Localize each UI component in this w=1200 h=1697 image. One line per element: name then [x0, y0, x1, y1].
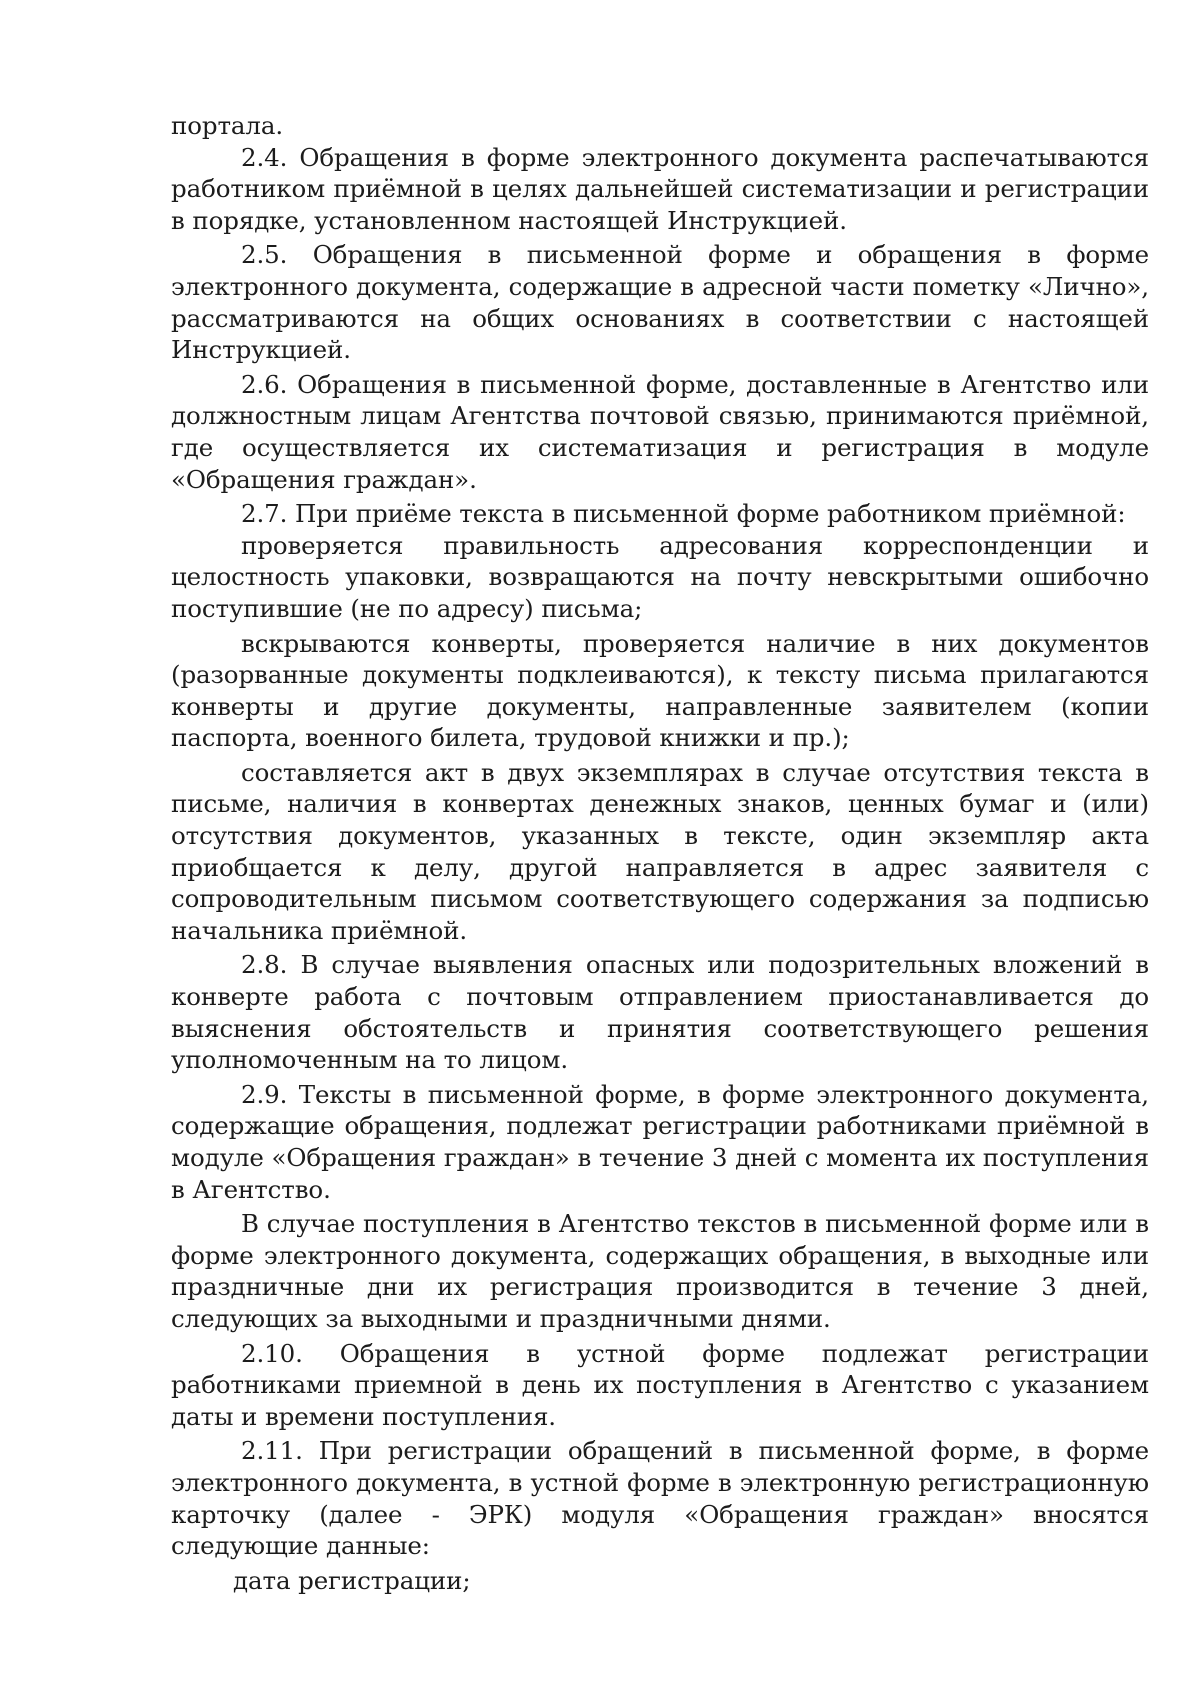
paragraph-continuation: портала.	[171, 111, 284, 140]
paragraph-2-10: 2.10. Обращения в устной форме подлежат регистрации работниками приемной в день их поступления в Агентство с указанием даты и времени поступления.	[171, 1338, 1149, 1431]
paragraph-2-11: 2.11. При регистрации обращений в письменной форме, в форме электронного документа, в устной форме в электронную регистрационную карточку (далее - ЭРК) модуля «Обращения граждан» вносятся следующие данные:	[171, 1436, 1149, 1561]
paragraph-2-9: 2.9. Тексты в письменной форме, в форме электронного документа, содержащие обращения, подлежат регистрации работниками приёмной в модуле «Обращения граждан» в течение 3 дней с момента их поступления в Агентство.	[171, 1079, 1149, 1204]
paragraph-2-7-item-1: проверяется правильность адресования корреспонденции и целостность упаковки, возвращаются на почту невскрытыми ошибочно поступившие (не по адресу) письма;	[171, 530, 1149, 623]
paragraph-2-4: 2.4. Обращения в форме электронного документа распечатываются работником приёмной в целях дальнейшей систематизации и регистрации в порядке, установленном настоящей Инструкцией.	[171, 142, 1149, 235]
paragraph-2-9-continued: В случае поступления в Агентство текстов в письменной форме или в форме электронного документа, содержащих обращения, в выходные или праздничные дни их регистрация производится в течение 3 дней, следующих за выходными и праздничными днями.	[171, 1209, 1149, 1333]
paragraph-2-5: 2.5. Обращения в письменной форме и обращения в форме электронного документа, содержащие в адресной части пометку «Лично», рассматриваются на общих основаниях в соответствии с настоящей Инструкцией.	[171, 240, 1149, 365]
paragraph-2-7: 2.7. При приёме текста в письменной форме работником приёмной:	[241, 499, 1126, 529]
paragraph-2-7-item-2: вскрываются конверты, проверяется наличие в них документов (разорванные документы подклеиваются), к тексту письма прилагаются конверты и другие документы, направленные заявителем (копии паспорта, военного билета, трудовой книжки и пр.);	[171, 628, 1149, 753]
paragraph-2-8: 2.8. В случае выявления опасных или подозрительных вложений в конверте работа с почтовым отправлением приостанавливается до выяснения обстоятельств и принятия соответствующего решения уполномоченным на то лицом.	[171, 950, 1149, 1075]
document-body	[171, 110, 1149, 1596]
paragraph-2-6: 2.6. Обращения в письменной форме, доставленные в Агентство или должностным лицам Агентства почтовой связью, принимаются приёмной, где осуществляется их систематизация и регистрация в модуле «Обращения граждан».	[171, 369, 1149, 494]
paragraph-2-7-item-3: составляется акт в двух экземплярах в случае отсутствия текста в письме, наличия в конвертах денежных знаков, ценных бумаг и (или) отсутствия документов, указанных в тексте, один экземпляр акта приобщается к делу, другой направляется в адрес заявителя с сопроводительным письмом соответствующего содержания за подписью начальника приёмной.	[171, 757, 1149, 945]
paragraph-2-11-item-1: дата регистрации;	[233, 1565, 471, 1595]
